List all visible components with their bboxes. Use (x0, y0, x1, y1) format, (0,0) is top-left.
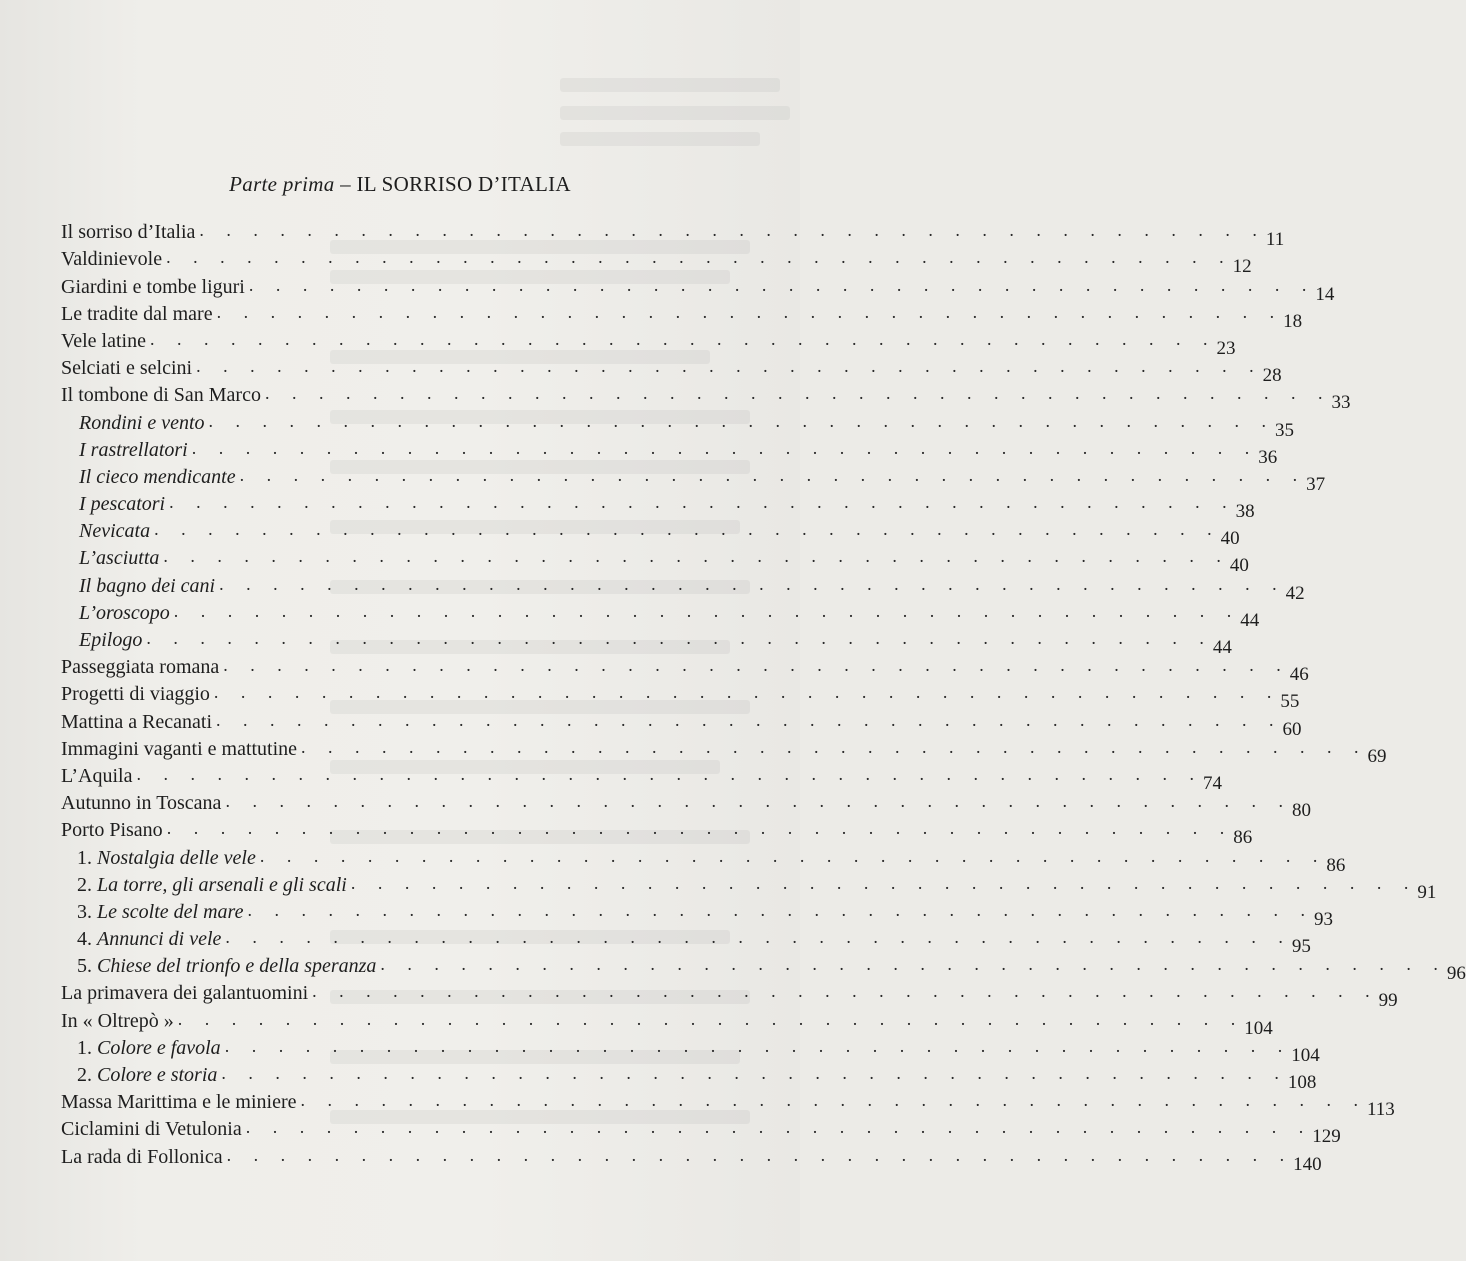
toc-entry-page-number: 40 (1220, 528, 1240, 550)
toc-entry-title: Passeggiata romana (61, 656, 220, 679)
dot-leader: . . . . . . . . . . . . . . . . . . . . . . . . . . . . . . . . . . . . . . . . (248, 274, 1316, 295)
dot-leader: . . . . . . . . . . . . . . . . . . . . . . . . . . . . . . . . . . . . . . . . (163, 546, 1230, 567)
toc-entry-page-number: 95 (1291, 936, 1311, 958)
toc-entry (61, 978, 1398, 1012)
toc-entry-title-text: Annunci di vele (97, 928, 222, 951)
toc-entry (61, 842, 1346, 876)
toc-entry-title: Il cieco mendicante (79, 465, 236, 488)
toc-entry (61, 462, 1326, 495)
toc-entry (61, 380, 1351, 414)
toc-entry-title-text: Colore e storia (97, 1064, 218, 1086)
toc-entry-page-number: 108 (1287, 1072, 1317, 1093)
toc-entry (61, 353, 1282, 387)
dot-leader: . . . . . . . . . . . . . . . . . . . . . . . . . . . . . . . . . . . . . . . . (264, 383, 1332, 404)
toc-entry-title: Il sorriso d’Italia (61, 221, 196, 244)
toc-entry (61, 435, 1278, 468)
toc-entry-title: Ciclamini di Vetulonia (61, 1118, 242, 1141)
toc-entry-title: Il tombone di San Marco (61, 384, 261, 407)
dot-leader: . . . . . . . . . . . . . . . . . . . . . . . . . . . . . . . . . . . . . . . . (226, 1144, 1294, 1165)
toc-entry-title-text: La torre, gli arsenali e gli scali (97, 873, 347, 896)
toc-entry-title: Selciati e selcini (61, 357, 193, 380)
toc-entry (61, 761, 1222, 794)
dot-leader: . . . . . . . . . . . . . . . . . . . . . . . . . . . . . . . . . . . . . . . . (380, 954, 1447, 975)
toc-entry-page-number: 104 (1291, 1044, 1320, 1066)
toc-entry (61, 570, 1305, 604)
dot-leader: . . . . . . . . . . . . . . . . . . . . . . . . . . . . . . . . . . . . . . . . (223, 655, 1290, 676)
section-title: IL SORRISO D’ITALIA (356, 172, 571, 196)
toc-entry (61, 625, 1232, 658)
toc-entry (61, 1141, 1322, 1175)
toc-entry-title: I pescatori (79, 493, 166, 516)
toc-entry (61, 1087, 1395, 1121)
section-part-label: Parte prima (229, 172, 335, 196)
toc-entry-page-number: 38 (1235, 501, 1255, 523)
toc-entry (61, 489, 1255, 523)
toc-entry-page-number: 99 (1378, 990, 1398, 1012)
toc-entry-title: Porto Pisano (61, 819, 163, 842)
toc-entry (61, 652, 1309, 686)
toc-entry (61, 1060, 1317, 1093)
toc-entry-title (61, 1063, 221, 1087)
toc-entry-title: La primavera dei galantuomini (61, 982, 309, 1005)
toc-entry (61, 1114, 1341, 1148)
dot-leader: . . . . . . . . . . . . . . . . . . . . . . . . . . . . . . . . . . . . . . . . (239, 464, 1307, 485)
toc-entry (61, 271, 1335, 305)
toc-entry-page-number: 40 (1229, 555, 1249, 577)
toc-entry-page-number: 80 (1291, 800, 1311, 822)
dot-leader: . . . . . . . . . . . . . . . . . . . . . . . . . . . . . . . . . . . . . . . . (213, 682, 1281, 703)
toc-entry-page-number: 60 (1282, 718, 1302, 740)
dot-leader: . . . . . . . . . . . . . . . . . . . . . . . . . . . . . . . . . . . . . . . . (300, 1090, 1367, 1111)
toc-entry-page-number: 86 (1233, 827, 1253, 849)
dot-leader: . . . . . . . . . . . . . . . . . . . . . . . . . . . . . . . . . . . . . . . . (245, 1117, 1313, 1138)
toc-entry-title: L’Aquila (61, 764, 133, 787)
toc-entry-title (61, 873, 351, 897)
dot-leader: . . . . . . . . . . . . . . . . . . . . . . . . . . . . . . . . . . . . . . . . (199, 220, 1266, 241)
toc-entry-page-number: 93 (1313, 908, 1333, 930)
dot-leader: . . . . . . . . . . . . . . . . . . . . . . . . . . . . . . . . . . . . . . . . (312, 981, 1379, 1002)
dot-leader: . . . . . . . . . . . . . . . . . . . . . . . . . . . . . . . . . . . . . . . . (149, 328, 1217, 349)
toc-entry-title-text: Le scolte del mare (97, 900, 244, 923)
toc-entry (61, 299, 1303, 332)
toc-entry-page-number: 12 (1232, 256, 1252, 278)
dot-leader: . . . . . . . . . . . . . . . . . . . . . . . . . . . . . . . . . . . . . . . . (177, 1008, 1245, 1029)
toc-entry-title-text: Colore e favola (97, 1036, 221, 1059)
toc-entry (61, 543, 1249, 577)
toc-entry-title: Il bagno dei cani (79, 574, 216, 597)
toc-entry-page-number: 91 (1417, 881, 1437, 903)
dot-leader: . . . . . . . . . . . . . . . . . . . . . . . . . . . . . . . . . . . . . . . . (224, 1035, 1292, 1056)
toc-entry-title (61, 846, 260, 870)
toc-entry (61, 924, 1311, 958)
toc-entry-title: I rastrellatori (79, 438, 188, 461)
toc-entry (61, 407, 1295, 441)
toc-entry-title: L’oroscopo (79, 601, 170, 624)
toc-entry-title: Progetti di viaggio (61, 683, 210, 706)
toc-entry-page-number: 36 (1258, 446, 1278, 468)
toc-entry-title-text: Nostalgia delle vele (97, 846, 256, 869)
toc-entry-number: 3. (77, 900, 92, 923)
toc-entry-page-number: 42 (1285, 582, 1305, 604)
dot-leader: . . . . . . . . . . . . . . . . . . . . . . . . . . . . . . . . . . . . . . . . (136, 763, 1203, 784)
toc-entry (61, 244, 1252, 278)
toc-entry-title: Mattina a Recanati (61, 710, 213, 733)
toc-entry-page-number: 37 (1306, 473, 1326, 495)
dot-leader: . . . . . . . . . . . . . . . . . . . . . . . . . . . . . . . . . . . . . . . . (154, 519, 1221, 540)
toc-entry-page-number: 44 (1240, 609, 1260, 631)
toc-entry-title: L’asciutta (79, 547, 160, 570)
dot-leader: . . . . . . . . . . . . . . . . . . . . . . . . . . . . . . . . . . . . . . . . (191, 437, 1259, 458)
toc-entry-title: Autunno in Toscana (61, 792, 222, 815)
toc-entry-page-number: 11 (1265, 229, 1285, 251)
toc-entry-page-number: 129 (1312, 1126, 1341, 1148)
toc-entry-number: 4. (77, 928, 92, 951)
toc-entry-title: In « Oltrepò » (61, 1009, 174, 1032)
toc-entry-title: Giardini e tombe liguri (61, 275, 245, 298)
dot-leader: . . . . . . . . . . . . . . . . . . . . . . . . . . . . . . . . . . . . . . . . (146, 628, 1213, 648)
toc-entry (61, 788, 1311, 822)
toc-entry-title: Nevicata (79, 520, 151, 543)
toc-entry-page-number: 55 (1280, 691, 1300, 713)
toc-entry (61, 217, 1285, 251)
toc-entry-title: Valdinievole (61, 248, 163, 271)
toc-entry-title: Vele latine (61, 329, 146, 352)
dot-leader: . . . . . . . . . . . . . . . . . . . . . . . . . . . . . . . . . . . . . . . . (350, 872, 1418, 893)
dot-leader: . . . . . . . . . . . . . . . . . . . . . . . . . . . . . . . . . . . . . . . . (173, 600, 1241, 621)
section-separator: – (340, 172, 351, 196)
toc-entry-title: Massa Marittima e le miniere (61, 1091, 297, 1114)
dot-leader: . . . . . . . . . . . . . . . . . . . . . . . . . . . . . . . . . . . . . . . . (247, 899, 1314, 920)
toc-entry-page-number: 33 (1331, 392, 1351, 414)
toc-entry-page-number: 96 (1446, 963, 1466, 985)
toc-entry-page-number: 46 (1289, 664, 1309, 686)
dot-leader: . . . . . . . . . . . . . . . . . . . . . . . . . . . . . . . . . . . . . . . . (208, 410, 1276, 431)
toc-entry-page-number: 18 (1283, 310, 1303, 332)
toc-entry (61, 516, 1240, 550)
dot-leader: . . . . . . . . . . . . . . . . . . . . . . . . . . . . . . . . . . . . . . . . (225, 791, 1292, 812)
toc-entry (61, 1033, 1320, 1066)
toc-entry (61, 326, 1236, 359)
toc-entry (61, 598, 1260, 631)
toc-entry-page-number: 74 (1202, 772, 1222, 794)
toc-entry (61, 734, 1387, 767)
toc-entry (61, 679, 1300, 713)
toc-entry-title: La rada di Follonica (61, 1145, 223, 1168)
toc-entry-title: Le tradite dal mare (61, 302, 213, 325)
toc-entry (61, 1005, 1273, 1039)
toc-entry-title (61, 900, 247, 924)
toc-entry-page-number: 104 (1244, 1017, 1273, 1039)
toc-entry (61, 870, 1437, 903)
toc-entry-page-number: 23 (1216, 337, 1236, 359)
table-of-contents (61, 217, 1466, 1175)
toc-entry-title: Epilogo (79, 629, 143, 651)
section-heading (0, 172, 800, 197)
toc-entry-title: Immagini vaganti e mattutine (61, 737, 298, 760)
toc-entry-title: Rondini e vento (79, 411, 205, 434)
toc-entry-number: 2. (77, 873, 92, 896)
toc-entry-title (61, 954, 380, 978)
toc-entry-page-number: 69 (1367, 745, 1387, 767)
toc-entry-number: 1. (77, 846, 92, 869)
dot-leader: . . . . . . . . . . . . . . . . . . . . . . . . . . . . . . . . . . . . . . . . (225, 927, 1292, 948)
toc-entry-number: 2. (77, 1064, 92, 1086)
toc-entry-page-number: 44 (1212, 637, 1232, 658)
toc-entry (61, 815, 1253, 849)
toc-entry (61, 706, 1302, 740)
dot-leader: . . . . . . . . . . . . . . . . . . . . . . . . . . . . . . . . . . . . . . . . (221, 1063, 1288, 1083)
toc-entry (61, 951, 1466, 985)
dot-leader: . . . . . . . . . . . . . . . . . . . . . . . . . . . . . . . . . . . . . . . . (166, 247, 1233, 268)
dot-leader: . . . . . . . . . . . . . . . . . . . . . . . . . . . . . . . . . . . . . . . . (219, 573, 1286, 594)
dot-leader: . . . . . . . . . . . . . . . . . . . . . . . . . . . . . . . . . . . . . . . . (259, 845, 1327, 866)
toc-entry-page-number: 14 (1315, 283, 1335, 305)
dot-leader: . . . . . . . . . . . . . . . . . . . . . . . . . . . . . . . . . . . . . . . . (166, 818, 1234, 839)
toc-entry (61, 897, 1333, 930)
dot-leader: . . . . . . . . . . . . . . . . . . . . . . . . . . . . . . . . . . . . . . . . (216, 709, 1283, 730)
toc-entry-page-number: 35 (1275, 419, 1295, 441)
toc-entry-page-number: 140 (1293, 1153, 1322, 1175)
dot-leader: . . . . . . . . . . . . . . . . . . . . . . . . . . . . . . . . . . . . . . . . (301, 736, 1368, 757)
toc-entry-number: 1. (77, 1036, 92, 1059)
dot-leader: . . . . . . . . . . . . . . . . . . . . . . . . . . . . . . . . . . . . . . . . (216, 301, 1284, 322)
toc-entry-page-number: 86 (1326, 854, 1346, 876)
toc-entry-page-number: 113 (1366, 1099, 1395, 1121)
dot-leader: . . . . . . . . . . . . . . . . . . . . . . . . . . . . . . . . . . . . . . . . (196, 356, 1263, 377)
toc-entry-number: 5. (77, 955, 92, 978)
toc-entry-title (61, 927, 225, 951)
toc-entry-title-text: Chiese del trionfo e della speranza (97, 955, 377, 978)
dot-leader: . . . . . . . . . . . . . . . . . . . . . . . . . . . . . . . . . . . . . . . . (169, 492, 1236, 513)
toc-entry-page-number: 28 (1262, 365, 1282, 387)
toc-entry-title (61, 1036, 225, 1060)
